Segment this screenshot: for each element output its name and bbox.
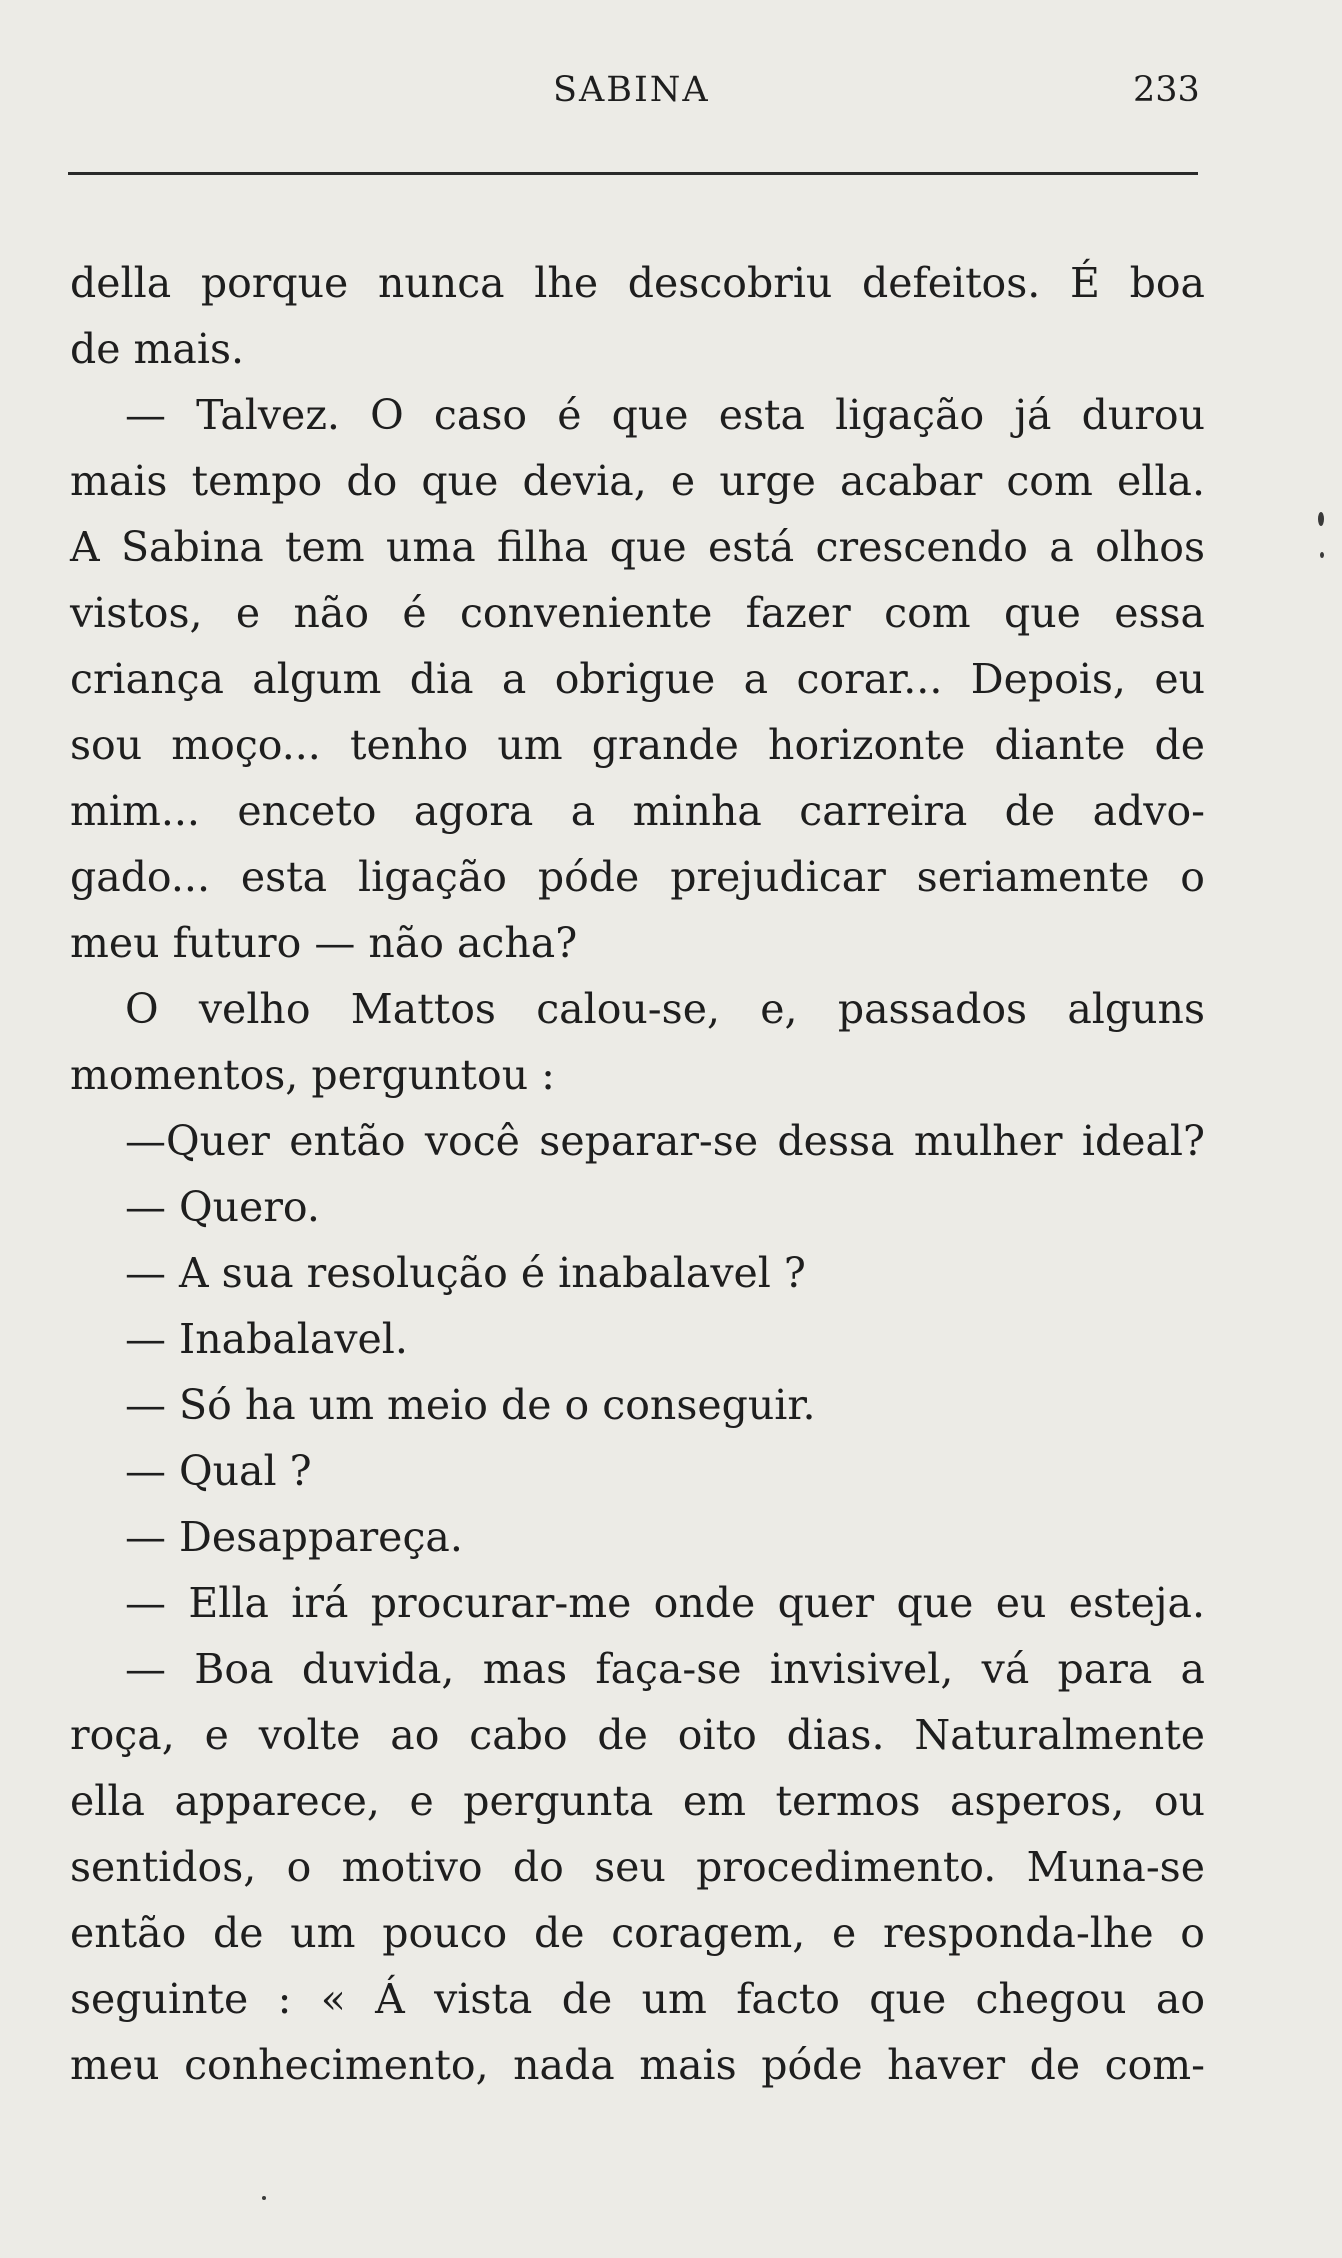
- text-line: — Só ha um meio de o conseguir.: [125, 1381, 816, 1429]
- header-rule: [68, 172, 1198, 175]
- text-line: seguinte : « Á vista de um facto que chegou ao: [70, 1975, 1205, 2023]
- text-line: de mais.: [70, 325, 245, 373]
- paper-speck: [262, 2196, 266, 2200]
- text-line: — Qual ?: [125, 1447, 312, 1495]
- running-head: [0, 70, 1342, 120]
- text-line: meu futuro — não acha?: [70, 919, 578, 967]
- text-line: criança algum dia a obrigue a corar... Depois, eu: [70, 655, 1205, 703]
- text-line: O velho Mattos calou-se, e, passados alguns: [125, 985, 1205, 1033]
- text-line: — Boa duvida, mas faça-se invisivel, vá para a: [125, 1645, 1205, 1693]
- text-line: — Inabalavel.: [125, 1315, 408, 1363]
- text-line: della porque nunca lhe descobriu defeitos. É boa: [70, 259, 1205, 307]
- text-line: — Quero.: [125, 1183, 320, 1231]
- paper-speck: [1320, 552, 1324, 558]
- text-line: — Ella irá procurar-me onde quer que eu esteja.: [125, 1579, 1205, 1627]
- text-line: —Quer então você separar-se dessa mulher ideal?: [125, 1117, 1205, 1165]
- text-line: — Desappareça.: [125, 1513, 463, 1561]
- text-line: gado... esta ligação póde prejudicar seriamente o: [70, 853, 1205, 901]
- body-text: [70, 250, 1205, 2098]
- text-line: meu conhecimento, nada mais póde haver de com-: [70, 2041, 1205, 2089]
- text-line: então de um pouco de coragem, e responda-lhe o: [70, 1909, 1205, 1957]
- text-line: sentidos, o motivo do seu procedimento. Muna-se: [70, 1843, 1205, 1891]
- text-line: mim... enceto agora a minha carreira de advo-: [70, 787, 1205, 835]
- text-line: A Sabina tem uma filha que está crescendo a olhos: [70, 523, 1205, 571]
- text-line: sou moço... tenho um grande horizonte diante de: [70, 721, 1205, 769]
- text-line: mais tempo do que devia, e urge acabar com ella.: [70, 457, 1205, 505]
- text-line: momentos, perguntou :: [70, 1051, 555, 1099]
- paper-speck: [1318, 512, 1324, 526]
- text-line: — Talvez. O caso é que esta ligação já durou: [125, 391, 1205, 439]
- text-line: roça, e volte ao cabo de oito dias. Naturalmente: [70, 1711, 1205, 1759]
- running-title: SABINA: [553, 70, 710, 110]
- page-number: 233: [1133, 70, 1200, 110]
- text-line: ella apparece, e pergunta em termos asperos, ou: [70, 1777, 1205, 1825]
- text-line: vistos, e não é conveniente fazer com que essa: [70, 589, 1205, 637]
- text-line: — A sua resolução é inabalavel ?: [125, 1249, 806, 1297]
